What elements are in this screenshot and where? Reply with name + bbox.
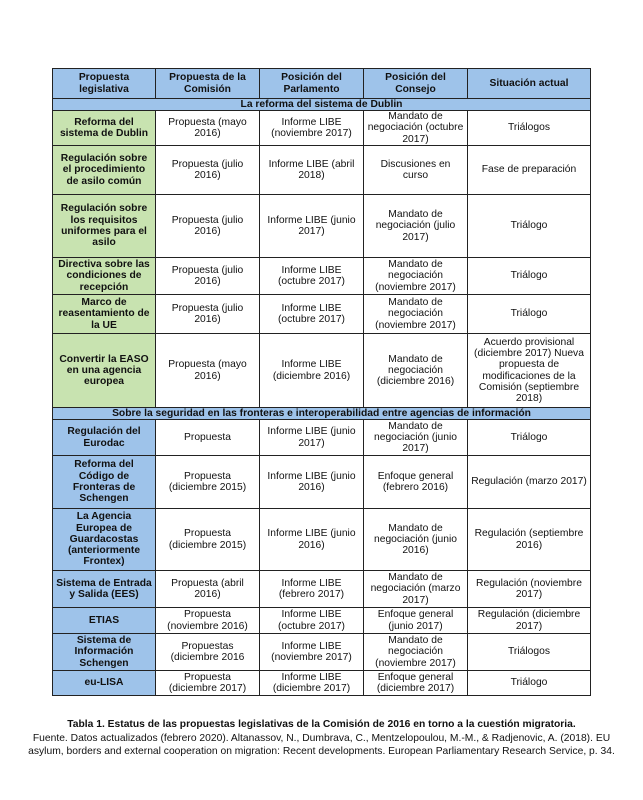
cell-commission: Propuesta (julio 2016) <box>156 195 260 258</box>
cell-status: Triálogo <box>468 671 591 696</box>
cell-proposal: Reforma del sistema de Dublin <box>53 111 156 146</box>
cell-status: Triálogo <box>468 258 591 295</box>
cell-status: Regulación (diciembre 2017) <box>468 608 591 634</box>
cell-proposal: Regulación sobre los requisitos uniformes para el asilo <box>53 195 156 258</box>
cell-proposal: Marco de reasentamiento de la UE <box>53 295 156 334</box>
cell-proposal: Reforma del Código de Fronteras de Schengen <box>53 456 156 509</box>
cell-proposal: Directiva sobre las condiciones de recepción <box>53 258 156 295</box>
table-row-eurodac <box>53 420 591 456</box>
table-row-reasentamiento <box>53 295 591 334</box>
cell-status: Triálogo <box>468 295 591 334</box>
cell-parliament: Informe LIBE (febrero 2017) <box>260 571 364 608</box>
cell-commission: Propuesta (julio 2016) <box>156 258 260 295</box>
cell-council: Mandato de negociación (noviembre 2017) <box>364 295 468 334</box>
section-title: Sobre la seguridad en las fronteras e interoperabilidad entre agencias de información <box>53 408 591 420</box>
table-header-row <box>53 69 591 99</box>
section-header-row <box>53 408 591 420</box>
cell-parliament: Informe LIBE (abril 2018) <box>260 146 364 195</box>
cell-commission: Propuesta (mayo 2016) <box>156 111 260 146</box>
cell-parliament: Informe LIBE (junio 2016) <box>260 509 364 571</box>
cell-council: Mandato de negociación (junio 2017) <box>364 420 468 456</box>
table-row-ees <box>53 571 591 608</box>
cell-proposal: Sistema de Entrada y Salida (EES) <box>53 571 156 608</box>
cell-commission: Propuesta (mayo 2016) <box>156 334 260 408</box>
cell-council: Mandato de negociación (noviembre 2017) <box>364 258 468 295</box>
cell-parliament: Informe LIBE (diciembre 2017) <box>260 671 364 696</box>
cell-commission: Propuesta (julio 2016) <box>156 295 260 334</box>
table-row-codigo-schengen <box>53 456 591 509</box>
column-header: Situación actual <box>468 69 591 99</box>
table-caption <box>24 718 619 759</box>
table-row-dublin <box>53 111 591 146</box>
section-title: La reforma del sistema de Dublin <box>53 99 591 111</box>
cell-proposal: ETIAS <box>53 608 156 634</box>
cell-council: Mandato de negociación (julio 2017) <box>364 195 468 258</box>
column-header: Posición del Consejo <box>364 69 468 99</box>
cell-proposal: Regulación del Eurodac <box>53 420 156 456</box>
cell-parliament: Informe LIBE (junio 2017) <box>260 195 364 258</box>
migration-proposals-table <box>52 68 591 696</box>
column-header: Propuesta de la Comisión <box>156 69 260 99</box>
cell-council: Mandato de negociación (noviembre 2017) <box>364 634 468 671</box>
column-header: Posición del Parlamento <box>260 69 364 99</box>
cell-status: Regulación (marzo 2017) <box>468 456 591 509</box>
table-row-etias <box>53 608 591 634</box>
caption-source: Fuente. Datos actualizados (febrero 2020). Altanassov, N., Dumbrava, C., Mentzelopoulou, M.-M., & Radjenovic, A. (2018). EU asylum, borders and external cooperation on migration: Recent developments. European Parliamentary Research Service, p. 34. <box>28 732 615 757</box>
cell-status: Acuerdo provisional (diciembre 2017) Nueva propuesta de modificaciones de la Comisión (septiembre 2018) <box>468 334 591 408</box>
cell-proposal: eu-LISA <box>53 671 156 696</box>
table-row-requisitos-asilo <box>53 195 591 258</box>
table-row-sis <box>53 634 591 671</box>
cell-commission: Propuesta <box>156 420 260 456</box>
cell-proposal: Convertir la EASO en una agencia europea <box>53 334 156 408</box>
cell-status: Regulación (noviembre 2017) <box>468 571 591 608</box>
table-body <box>53 99 591 696</box>
cell-parliament: Informe LIBE (noviembre 2017) <box>260 634 364 671</box>
cell-proposal: La Agencia Europea de Guardacostas (anteriormente Frontex) <box>53 509 156 571</box>
cell-status: Triálogos <box>468 111 591 146</box>
cell-commission: Propuesta (noviembre 2016) <box>156 608 260 634</box>
cell-parliament: Informe LIBE (octubre 2017) <box>260 608 364 634</box>
table-row-easo <box>53 334 591 408</box>
cell-council: Enfoque general (diciembre 2017) <box>364 671 468 696</box>
cell-commission: Propuesta (diciembre 2017) <box>156 671 260 696</box>
cell-council: Mandato de negociación (junio 2016) <box>364 509 468 571</box>
table-row-guardacostas <box>53 509 591 571</box>
cell-commission: Propuesta (abril 2016) <box>156 571 260 608</box>
cell-commission: Propuesta (julio 2016) <box>156 146 260 195</box>
cell-commission: Propuestas (diciembre 2016 <box>156 634 260 671</box>
cell-proposal: Regulación sobre el procedimiento de asilo común <box>53 146 156 195</box>
cell-council: Mandato de negociación (marzo 2017) <box>364 571 468 608</box>
cell-status: Fase de preparación <box>468 146 591 195</box>
table-row-eu-lisa <box>53 671 591 696</box>
cell-commission: Propuesta (diciembre 2015) <box>156 456 260 509</box>
table-row-condiciones-recepcion <box>53 258 591 295</box>
cell-parliament: Informe LIBE (noviembre 2017) <box>260 111 364 146</box>
cell-parliament: Informe LIBE (junio 2017) <box>260 420 364 456</box>
cell-council: Enfoque general (junio 2017) <box>364 608 468 634</box>
cell-status: Regulación (septiembre 2016) <box>468 509 591 571</box>
cell-status: Triálogos <box>468 634 591 671</box>
cell-status: Triálogo <box>468 420 591 456</box>
cell-council: Enfoque general (febrero 2016) <box>364 456 468 509</box>
cell-parliament: Informe LIBE (junio 2016) <box>260 456 364 509</box>
table-row-procedimiento-asilo <box>53 146 591 195</box>
cell-parliament: Informe LIBE (diciembre 2016) <box>260 334 364 408</box>
cell-status: Triálogo <box>468 195 591 258</box>
cell-council: Mandato de negociación (octubre 2017) <box>364 111 468 146</box>
section-header-row <box>53 99 591 111</box>
cell-commission: Propuesta (diciembre 2015) <box>156 509 260 571</box>
cell-parliament: Informe LIBE (octubre 2017) <box>260 258 364 295</box>
column-header: Propuesta legislativa <box>53 69 156 99</box>
cell-council: Discusiones en curso <box>364 146 468 195</box>
cell-council: Mandato de negociación (diciembre 2016) <box>364 334 468 408</box>
cell-proposal: Sistema de Información Schengen <box>53 634 156 671</box>
cell-parliament: Informe LIBE (octubre 2017) <box>260 295 364 334</box>
caption-title: Tabla 1. Estatus de las propuestas legislativas de la Comisión de 2016 en torno a la cuestión migratoria. <box>67 719 576 730</box>
